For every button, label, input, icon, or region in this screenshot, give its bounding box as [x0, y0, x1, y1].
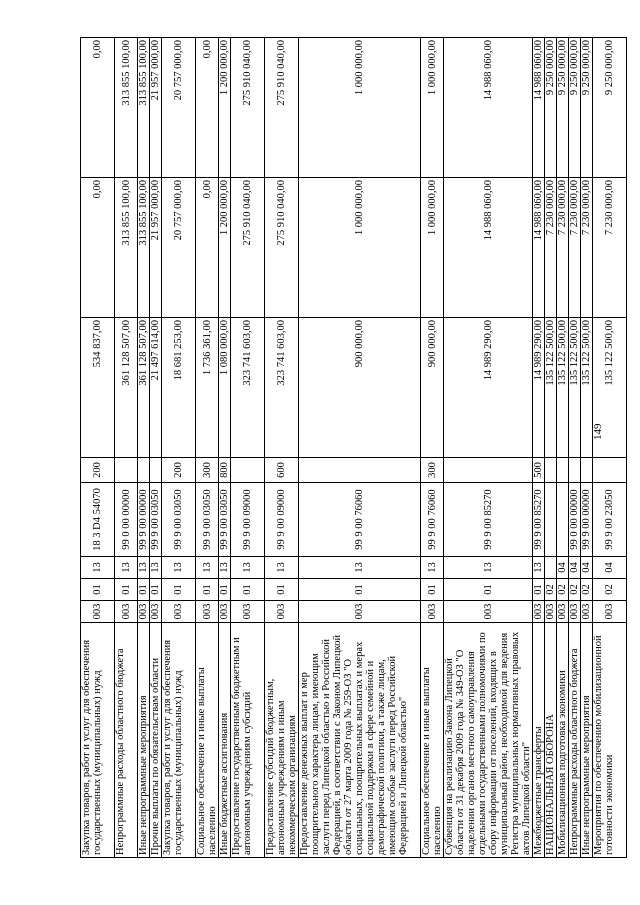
amount-year-1: 1 080 000,00	[219, 318, 231, 458]
amount-year-1: 323 741 603,00	[265, 318, 299, 458]
code-ministry: 003	[162, 601, 196, 623]
target-article: 99 9 00 85270	[444, 483, 533, 557]
amount-year-1: 900 000,00	[421, 318, 444, 458]
code-subsection: 13	[299, 557, 421, 579]
row-name: Предоставление денежных выплат и мер поощрительного характера лицам, имеющим заслуги перед Липецкой областью и Российской Федерацией, в соответствии с Законом Липецкой области от 27 марта 2009 года № 259-ОЗ "О социальных, поощрительных выплатах и мерах социальной поддержки в сфере семейной и демографической политики, а также лицам, имеющим особые заслуги перед Российской Федерацией и Липецкой областью"	[299, 623, 421, 858]
row-name: Непрограммные расходы областного бюджета	[115, 623, 138, 858]
expense-kind: 800	[219, 458, 231, 483]
expense-kind	[231, 458, 265, 483]
code-section: 01	[196, 579, 219, 601]
code-section: 01	[533, 579, 545, 601]
amount-year-2: 7 230 000,00	[557, 178, 569, 318]
amount-year-1: 361 128 507,00	[138, 318, 150, 458]
table-row	[421, 38, 444, 858]
expense-kind	[557, 458, 569, 483]
code-section: 01	[219, 579, 231, 601]
target-article: 99 9 00 03050	[150, 483, 162, 557]
expense-kind	[299, 458, 421, 483]
expense-kind	[138, 458, 150, 483]
code-subsection: 13	[533, 557, 545, 579]
row-name: Иные бюджетные ассигнования	[219, 623, 231, 858]
amount-year-3: 21 957 000,00	[150, 38, 162, 178]
page-number: 149	[592, 423, 604, 440]
code-ministry: 003	[533, 601, 545, 623]
code-subsection: 04	[581, 557, 593, 579]
table-row	[581, 38, 593, 858]
row-name: Предоставление государственным бюджетным и автономным учреждениям субсидий	[231, 623, 265, 858]
code-section: 02	[569, 579, 581, 601]
code-subsection: 04	[557, 557, 569, 579]
amount-year-1: 14 989 290,00	[533, 318, 545, 458]
code-ministry: 003	[81, 601, 115, 623]
amount-year-3: 313 855 100,00	[138, 38, 150, 178]
target-article: 99 9 00 00000	[581, 483, 593, 557]
amount-year-2: 7 230 000,00	[545, 178, 557, 318]
code-section: 01	[162, 579, 196, 601]
amount-year-2: 7 230 000,00	[569, 178, 581, 318]
code-section: 01	[115, 579, 138, 601]
code-subsection: 04	[593, 557, 627, 579]
table-row	[219, 38, 231, 858]
amount-year-1: 14 989 290,00	[444, 318, 533, 458]
expense-kind	[115, 458, 138, 483]
expense-kind: 500	[533, 458, 545, 483]
code-section: 01	[299, 579, 421, 601]
code-ministry: 003	[219, 601, 231, 623]
amount-year-2: 20 757 000,00	[162, 178, 196, 318]
amount-year-3: 9 250 000,00	[557, 38, 569, 178]
code-section: 01	[231, 579, 265, 601]
code-section: 02	[593, 579, 627, 601]
code-section: 01	[150, 579, 162, 601]
amount-year-1: 21 497 614,00	[150, 318, 162, 458]
code-section: 02	[557, 579, 569, 601]
code-ministry: 003	[265, 601, 299, 623]
expense-kind	[444, 458, 533, 483]
row-name: Непрограммные расходы областного бюджета	[569, 623, 581, 858]
amount-year-1: 900 000,00	[299, 318, 421, 458]
expense-kind	[545, 458, 557, 483]
row-name: НАЦИОНАЛЬНАЯ ОБОРОНА	[545, 623, 557, 858]
expense-kind	[593, 458, 627, 483]
table-row	[150, 38, 162, 858]
amount-year-2: 0,00	[81, 178, 115, 318]
amount-year-3: 0,00	[196, 38, 219, 178]
amount-year-3: 14 988 060,00	[444, 38, 533, 178]
row-name: Закупка товаров, работ и услуг для обеспечения государственных (муниципальных) нужд	[81, 623, 115, 858]
amount-year-3: 9 250 000,00	[545, 38, 557, 178]
amount-year-1: 135 122 500,00	[581, 318, 593, 458]
target-article	[557, 483, 569, 557]
row-name: Межбюджетные трансферты	[533, 623, 545, 858]
expense-kind	[150, 458, 162, 483]
amount-year-3: 9 250 000,00	[593, 38, 627, 178]
budget-table	[80, 37, 627, 858]
code-subsection: 13	[196, 557, 219, 579]
code-ministry: 003	[581, 601, 593, 623]
code-subsection: 04	[569, 557, 581, 579]
row-name: Предоставление субсидий бюджетным, автономным учреждениям и иным некоммерческим организациям	[265, 623, 299, 858]
row-name: Социальное обеспечение и иные выплаты населению	[421, 623, 444, 858]
code-section: 01	[421, 579, 444, 601]
amount-year-2: 1 000 000,00	[421, 178, 444, 318]
amount-year-2: 7 230 000,00	[593, 178, 627, 318]
target-article: 99 9 00 03050	[196, 483, 219, 557]
table-row	[593, 38, 627, 858]
target-article: 18 3 D4 54070	[81, 483, 115, 557]
amount-year-1: 534 837,00	[81, 318, 115, 458]
amount-year-2: 1 000 000,00	[299, 178, 421, 318]
amount-year-3: 313 855 100,00	[115, 38, 138, 178]
row-name: Социальное обеспечение и иные выплаты населению	[196, 623, 219, 858]
table-row	[138, 38, 150, 858]
expense-kind: 200	[162, 458, 196, 483]
row-name: Мероприятия по обеспечению мобилизационной готовности экономики	[593, 623, 627, 858]
amount-year-2: 14 988 060,00	[533, 178, 545, 318]
target-article: 99 9 00 76060	[299, 483, 421, 557]
code-section: 01	[265, 579, 299, 601]
expense-kind: 300	[196, 458, 219, 483]
target-article: 99 9 00 00000	[138, 483, 150, 557]
target-article: 99 9 00 76060	[421, 483, 444, 557]
amount-year-3: 0,00	[81, 38, 115, 178]
amount-year-2: 313 855 100,00	[138, 178, 150, 318]
code-subsection: 13	[265, 557, 299, 579]
table-row	[196, 38, 219, 858]
table-row	[444, 38, 533, 858]
amount-year-3: 1 200 000,00	[219, 38, 231, 178]
code-section: 01	[138, 579, 150, 601]
rotated-page	[80, 38, 615, 858]
amount-year-2: 313 855 100,00	[115, 178, 138, 318]
amount-year-1: 135 122 500,00	[569, 318, 581, 458]
row-name: Иные непрограммные мероприятия	[138, 623, 150, 858]
amount-year-2: 0,00	[196, 178, 219, 318]
code-subsection: 13	[444, 557, 533, 579]
code-subsection: 13	[421, 557, 444, 579]
amount-year-3: 275 910 040,00	[265, 38, 299, 178]
amount-year-2: 21 957 000,00	[150, 178, 162, 318]
amount-year-1: 323 741 603,00	[231, 318, 265, 458]
code-ministry: 003	[557, 601, 569, 623]
row-name: Субвенция на реализацию Закона Липецкой области от 31 декабря 2009 года № 349-ОЗ "О наделении органов местного самоуправления отдельными государственными полномочиями по сбору информации от поселений, входящих в муниципальный район, необходимой для ведения Регистра муниципальных нормативных правовых актов Липецкой области"	[444, 623, 533, 858]
target-article: 99 9 00 23050	[593, 483, 627, 557]
amount-year-2: 275 910 040,00	[231, 178, 265, 318]
code-section: 01	[444, 579, 533, 601]
amount-year-3: 14 988 060,00	[533, 38, 545, 178]
target-article: 99 9 00 09000	[231, 483, 265, 557]
code-ministry: 003	[545, 601, 557, 623]
code-ministry: 003	[196, 601, 219, 623]
amount-year-3: 9 250 000,00	[569, 38, 581, 178]
code-ministry: 003	[593, 601, 627, 623]
amount-year-1: 135 122 500,00	[557, 318, 569, 458]
row-name: Закупка товаров, работ и услуг для обеспечения государственных (муниципальных) нужд	[162, 623, 196, 858]
code-ministry: 003	[138, 601, 150, 623]
code-subsection: 13	[115, 557, 138, 579]
code-subsection: 13	[219, 557, 231, 579]
code-subsection	[545, 557, 557, 579]
row-name: Прочие выплаты по обязательствам области	[150, 623, 162, 858]
expense-kind: 200	[81, 458, 115, 483]
table-row	[162, 38, 196, 858]
table-row	[299, 38, 421, 858]
table-row	[265, 38, 299, 858]
table-body	[81, 38, 627, 858]
amount-year-1: 18 681 253,00	[162, 318, 196, 458]
code-ministry: 003	[150, 601, 162, 623]
code-subsection: 13	[162, 557, 196, 579]
code-subsection: 13	[138, 557, 150, 579]
amount-year-3: 1 000 000,00	[299, 38, 421, 178]
code-section: 02	[581, 579, 593, 601]
code-ministry: 003	[444, 601, 533, 623]
amount-year-1: 1 736 361,00	[196, 318, 219, 458]
target-article: 99 9 00 03050	[219, 483, 231, 557]
target-article: 99 0 00 00000	[569, 483, 581, 557]
row-name: Мобилизационная подготовка экономики	[557, 623, 569, 858]
amount-year-2: 275 910 040,00	[265, 178, 299, 318]
expense-kind: 600	[265, 458, 299, 483]
table-row	[569, 38, 581, 858]
amount-year-2: 14 988 060,00	[444, 178, 533, 318]
code-ministry: 003	[231, 601, 265, 623]
amount-year-3: 9 250 000,00	[581, 38, 593, 178]
code-subsection: 13	[231, 557, 265, 579]
code-ministry: 003	[115, 601, 138, 623]
code-ministry: 003	[569, 601, 581, 623]
row-name: Иные непрограммные мероприятия	[581, 623, 593, 858]
table-row	[533, 38, 545, 858]
amount-year-1: 135 122 500,00	[545, 318, 557, 458]
amount-year-1: 361 128 507,00	[115, 318, 138, 458]
table-row	[231, 38, 265, 858]
expense-kind	[581, 458, 593, 483]
code-subsection: 13	[150, 557, 162, 579]
table-row	[115, 38, 138, 858]
amount-year-2: 1 200 000,00	[219, 178, 231, 318]
amount-year-1: 135 122 500,00	[593, 318, 627, 458]
expense-kind	[569, 458, 581, 483]
target-article	[545, 483, 557, 557]
table-row	[557, 38, 569, 858]
expense-kind: 300	[421, 458, 444, 483]
code-ministry: 003	[421, 601, 444, 623]
code-section: 01	[81, 579, 115, 601]
code-section: 02	[545, 579, 557, 601]
amount-year-3: 275 910 040,00	[231, 38, 265, 178]
code-subsection: 13	[81, 557, 115, 579]
target-article: 99 9 00 85270	[533, 483, 545, 557]
table-row	[545, 38, 557, 858]
target-article: 99 9 00 03050	[162, 483, 196, 557]
target-article: 99 9 00 09000	[265, 483, 299, 557]
table-row	[81, 38, 115, 858]
amount-year-2: 7 230 000,00	[581, 178, 593, 318]
amount-year-3: 1 000 000,00	[421, 38, 444, 178]
code-ministry: 003	[299, 601, 421, 623]
amount-year-3: 20 757 000,00	[162, 38, 196, 178]
target-article: 99 0 00 00000	[115, 483, 138, 557]
